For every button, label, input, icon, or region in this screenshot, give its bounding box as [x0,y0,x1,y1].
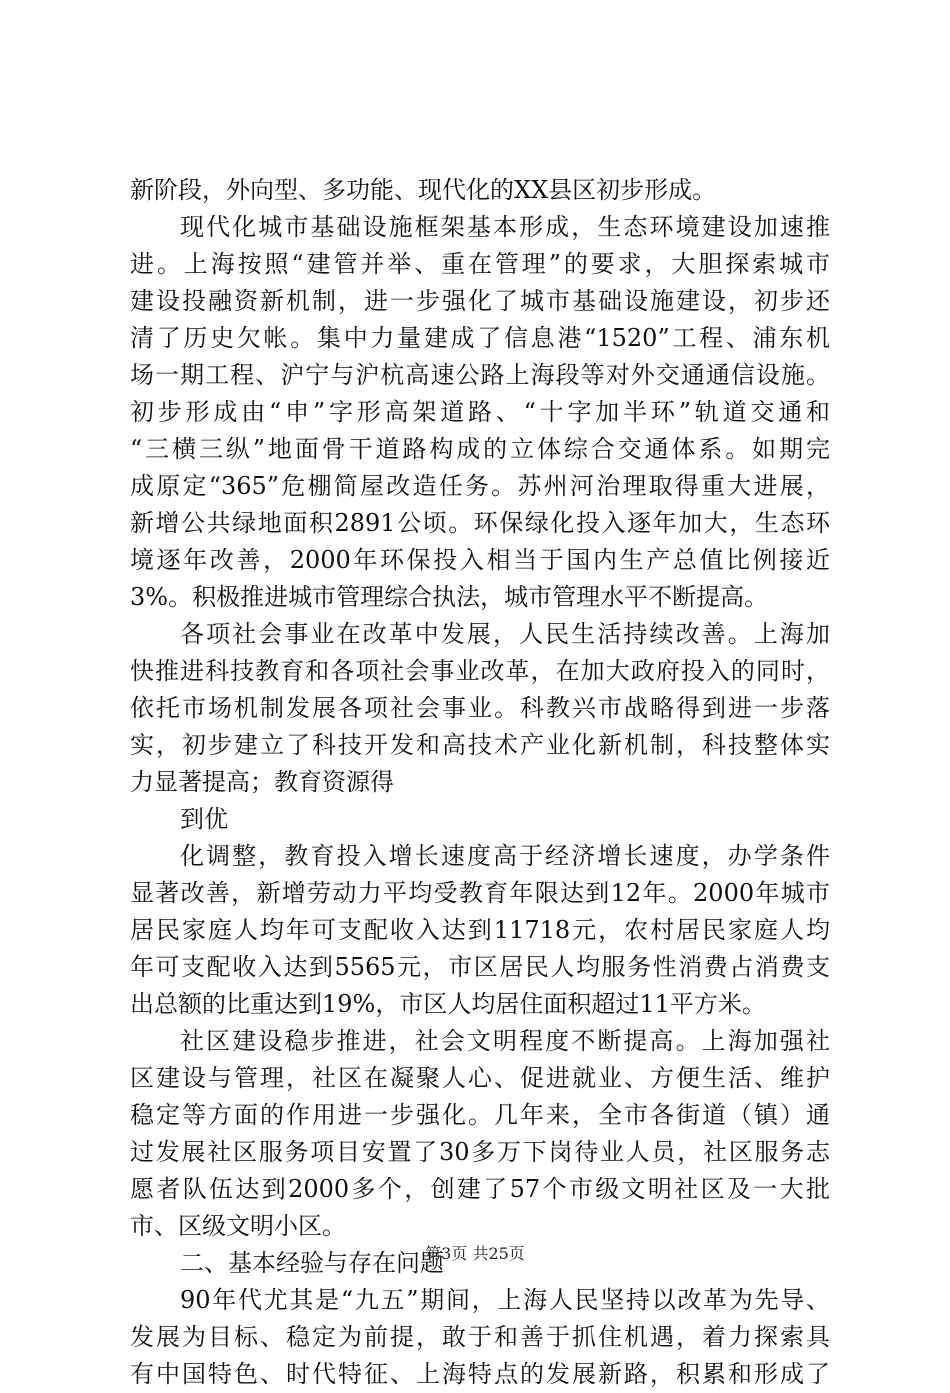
text-line: 现代化城市基础设施框架基本形成，生态环境建设加速推 [180,213,830,241]
text-line: 社区建设稳步推进，社会文明程度不断提高。上海加强社 [180,1027,830,1055]
text-line: 稳定等方面的作用进一步强化。几年来，全市各街道（镇）通 [130,1101,830,1129]
text-line: 实，初步建立了科技开发和高技术产业化新机制，科技整体实 [130,731,830,759]
text-line: 年可支配收入达到5565元，市区居民人均服务性消费占消费支 [130,953,830,981]
page-footer: 第3页 共25页 [425,1244,525,1263]
text-line: 出总额的比重达到19%，市区人均居住面积超过11平方米。 [130,990,766,1018]
text-line: 90年代尤其是“九五”期间，上海人民坚持以改革为先导、 [180,1286,830,1314]
text-line: “三横三纵”地面骨干道路构成的立体综合交通体系。如期完 [130,435,830,463]
text-line: 初步形成由“申”字形高架道路、“十字加半环”轨道交通和 [130,398,830,426]
text-line: 清了历史欠帐。集中力量建成了信息港“1520”工程、浦东机 [130,324,830,352]
text-line: 建设投融资新机制，进一步强化了城市基础设施建设，初步还 [130,287,830,315]
text-line: 新增公共绿地面积2891公顷。环保绿化投入逐年加大，生态环 [130,509,830,537]
text-line: 力显著提高；教育资源得 [130,768,394,796]
text-line: 过发展社区服务项目安置了30多万下岗待业人员，社区服务志 [130,1138,830,1166]
text-line: 场一期工程、沪宁与沪杭高速公路上海段等对外交通通信设施。 [130,361,830,389]
document-body [130,172,830,1393]
text-line: 发展为目标、稳定为前提，敢于和善于抓住机遇，着力探索具 [130,1323,830,1351]
text-line: 3%。积极推进城市管理综合执法，城市管理水平不断提高。 [130,583,769,611]
text-line: 成原定“365”危棚简屋改造任务。苏州河治理取得重大进展， [130,472,830,500]
text-line: 进。上海按照“建管并举、重在管理”的要求，大胆探索城市 [130,250,830,278]
text-line: 化调整，教育投入增长速度高于经济增长速度，办学条件 [180,842,830,870]
text-line: 境逐年改善，2000年环保投入相当于国内生产总值比例接近 [130,546,830,574]
text-line: 居民家庭人均年可支配收入达到11718元，农村居民家庭人均 [130,916,830,944]
text-line: 显著改善，新增劳动力平均受教育年限达到12年。2000年城市 [130,879,830,907]
text-line: 市、区级文明小区。 [130,1212,346,1240]
text-line: 依托市场机制发展各项社会事业。科教兴市战略得到进一步落 [130,694,830,722]
text-line: 区建设与管理，社区在凝聚人心、促进就业、方便生活、维护 [130,1064,830,1092]
text-line: 各项社会事业在改革中发展，人民生活持续改善。上海加 [180,620,830,648]
text-line: 有中国特色、时代特征、上海特点的发展新路，积累和形成了 [130,1360,830,1388]
text-line: 新阶段，外向型、多功能、现代化的XX县区初步形成。 [130,176,717,204]
text-line: 到优 [180,805,228,833]
text-line: 二、基本经验与存在问题 [180,1249,444,1277]
text-line: 快推进科技教育和各项社会事业改革，在加大政府投入的同时， [130,657,830,685]
text-line: 愿者队伍达到2000多个，创建了57个市级文明社区及一大批 [130,1175,830,1203]
